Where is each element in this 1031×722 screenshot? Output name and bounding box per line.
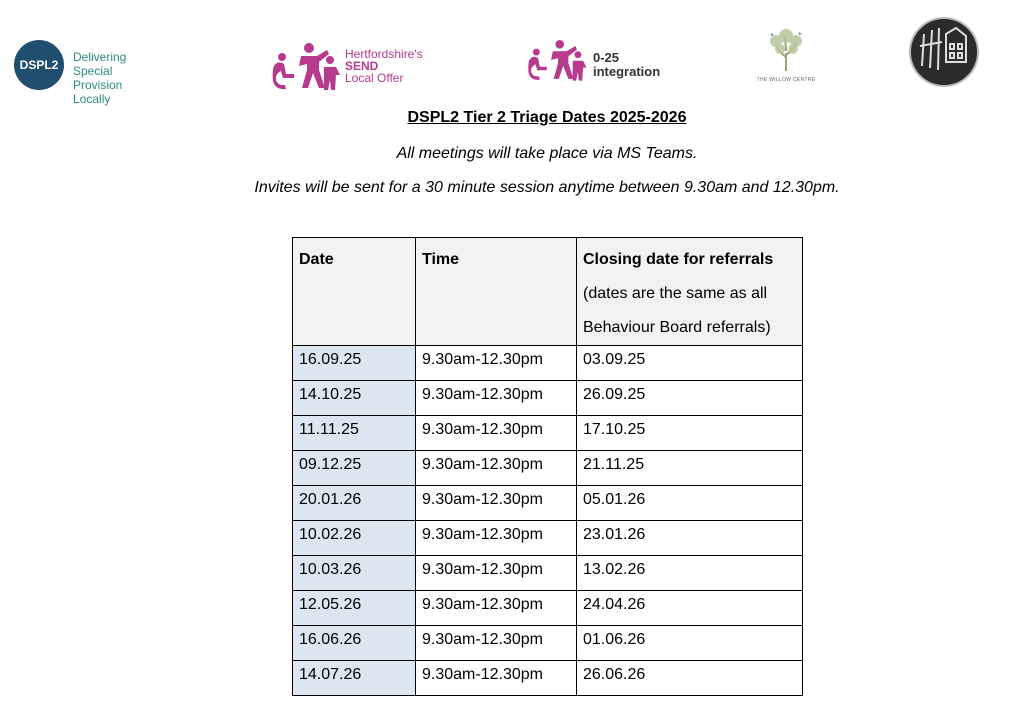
table-row [293, 556, 803, 591]
closing-cell: 17.10.25 [577, 416, 803, 451]
closing-cell: 05.01.26 [577, 486, 803, 521]
table-row [293, 416, 803, 451]
header-closing-label: Closing date for referrals [583, 251, 774, 268]
willow-centre-logo [755, 27, 817, 83]
gate-circle-icon [908, 16, 980, 88]
date-cell: 11.11.25 [293, 416, 416, 451]
header-date: Date [293, 238, 416, 346]
table-row [293, 381, 803, 416]
table-row [293, 486, 803, 521]
willow-centre-label: THE WILLOW CENTRE [756, 77, 816, 83]
date-cell: 14.07.26 [293, 661, 416, 696]
time-cell: 9.30am-12.30pm [416, 451, 577, 486]
triage-dates-table [292, 237, 803, 696]
integration-text [593, 51, 660, 79]
header-closing-note-2: Behaviour Board referrals) [583, 319, 771, 336]
closing-cell: 26.09.25 [577, 381, 803, 416]
time-cell: 9.30am-12.30pm [416, 381, 577, 416]
family-figures-icon [270, 40, 344, 90]
closing-cell: 26.06.26 [577, 661, 803, 696]
date-cell: 10.02.26 [293, 521, 416, 556]
time-cell: 9.30am-12.30pm [416, 346, 577, 381]
table-header-row [293, 238, 803, 346]
herts-line1: Hertfordshire's [345, 47, 423, 61]
dspl2-tagline [73, 50, 126, 106]
table-row [293, 661, 803, 696]
table-row [293, 626, 803, 661]
table-row [293, 346, 803, 381]
table-row [293, 451, 803, 486]
time-cell: 9.30am-12.30pm [416, 556, 577, 591]
time-cell: 9.30am-12.30pm [416, 626, 577, 661]
date-cell: 12.05.26 [293, 591, 416, 626]
document-title: DSPL2 Tier 2 Triage Dates 2025-2026 [407, 109, 687, 126]
header-closing-note-1: (dates are the same as all [583, 285, 768, 302]
integration-line2: integration [593, 64, 661, 79]
date-cell: 10.03.26 [293, 556, 416, 591]
time-cell: 9.30am-12.30pm [416, 486, 577, 521]
time-cell: 9.30am-12.30pm [416, 661, 577, 696]
date-cell: 20.01.26 [293, 486, 416, 521]
integration-line1: 0-25 [593, 50, 620, 65]
header-time: Time [416, 238, 577, 346]
header-closing [577, 238, 803, 346]
date-cell: 16.09.25 [293, 346, 416, 381]
closing-cell: 23.01.26 [577, 521, 803, 556]
herts-line3: Local Offer [345, 71, 404, 85]
closing-cell: 21.11.25 [577, 451, 803, 486]
hertfordshire-send-text [345, 48, 423, 84]
time-cell: 9.30am-12.30pm [416, 591, 577, 626]
table-row [293, 521, 803, 556]
table-row [293, 591, 803, 626]
dspl2-badge: DSPL2 [14, 40, 64, 90]
date-cell: 16.06.26 [293, 626, 416, 661]
herts-line2: SEND [345, 59, 379, 73]
closing-cell: 01.06.26 [577, 626, 803, 661]
closing-cell: 24.04.26 [577, 591, 803, 626]
willow-tree-icon [766, 27, 806, 71]
date-cell: 09.12.25 [293, 451, 416, 486]
date-cell: 14.10.25 [293, 381, 416, 416]
time-cell: 9.30am-12.30pm [416, 416, 577, 451]
time-cell: 9.30am-12.30pm [416, 521, 577, 556]
dspl2-tagline-line1: Delivering Special [73, 50, 127, 78]
invites-info: Invites will be sent for a 30 minute session anytime between 9.30am and 12.30pm. [254, 179, 840, 196]
dspl2-tagline-line2: Provision Locally [73, 78, 123, 106]
meetings-info: All meetings will take place via MS Teams. [396, 145, 698, 162]
family-figures-icon [526, 36, 590, 82]
closing-cell: 03.09.25 [577, 346, 803, 381]
closing-cell: 13.02.26 [577, 556, 803, 591]
